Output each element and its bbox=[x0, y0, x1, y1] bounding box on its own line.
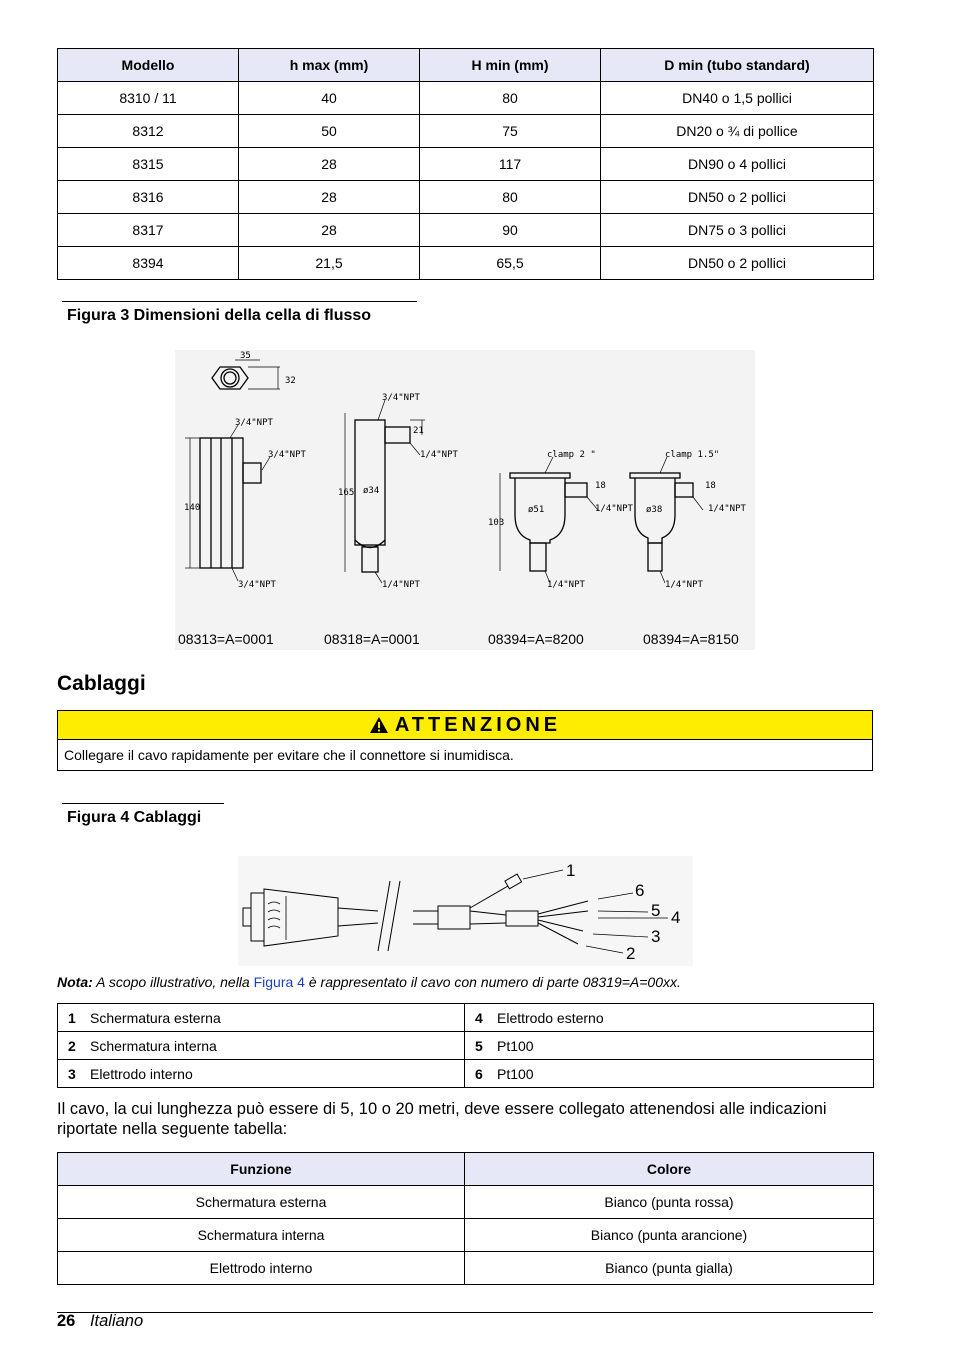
figure-caption: 08318=A=0001 bbox=[324, 631, 420, 647]
table-cell: 8315 bbox=[58, 148, 239, 181]
table-row bbox=[58, 181, 874, 214]
note-text: A scopo illustrativo, nella bbox=[92, 974, 254, 990]
legend-item: 4 Elettrodo esterno bbox=[465, 1004, 874, 1032]
legend-row bbox=[58, 1060, 874, 1088]
dim-label: 35 bbox=[240, 351, 251, 361]
table-cell: Schermatura esterna bbox=[58, 1186, 465, 1219]
table-header-row bbox=[58, 1153, 874, 1186]
clamp-label: clamp 2 " bbox=[547, 450, 596, 460]
npt-label: 3/4"NPT bbox=[268, 450, 306, 460]
table-cell: 75 bbox=[420, 115, 601, 148]
wiring-table bbox=[57, 1152, 874, 1285]
warning-triangle-icon bbox=[369, 716, 389, 734]
warning-header bbox=[58, 711, 872, 740]
legend-item: 3 Elettrodo interno bbox=[58, 1060, 465, 1088]
dim-label: 103 bbox=[488, 518, 505, 528]
dim-label: ø38 bbox=[646, 505, 663, 515]
figure-caption: 08313=A=0001 bbox=[178, 631, 274, 647]
table-cell: 28 bbox=[239, 181, 420, 214]
header-cell: Modello bbox=[58, 49, 239, 82]
callout-label: 1 bbox=[566, 861, 576, 880]
dim-label: 21 bbox=[413, 426, 424, 436]
table-cell: 40 bbox=[239, 82, 420, 115]
table-cell: 80 bbox=[420, 82, 601, 115]
callout-label: 6 bbox=[635, 881, 645, 900]
note-label: Nota: bbox=[57, 974, 93, 990]
table-header-row bbox=[58, 49, 874, 82]
npt-label: 3/4"NPT bbox=[238, 580, 276, 590]
npt-label: 1/4"NPT bbox=[665, 580, 703, 590]
section-heading: Cablaggi bbox=[57, 672, 146, 695]
npt-label: 1/4"NPT bbox=[420, 450, 458, 460]
table-cell: 80 bbox=[420, 181, 601, 214]
table-cell: 90 bbox=[420, 214, 601, 247]
npt-label: 3/4"NPT bbox=[235, 418, 273, 428]
legend-item: 2 Schermatura interna bbox=[58, 1032, 465, 1060]
npt-label: 3/4"NPT bbox=[382, 393, 420, 403]
cable-drawing bbox=[238, 856, 693, 966]
dim-label: ø51 bbox=[528, 505, 545, 515]
callout-label: 4 bbox=[671, 908, 681, 927]
header-cell: H min (mm) bbox=[420, 49, 601, 82]
table-cell: 8317 bbox=[58, 214, 239, 247]
dim-label: 32 bbox=[285, 376, 296, 386]
table-row bbox=[58, 1252, 874, 1285]
figure3-rule bbox=[62, 301, 417, 302]
table-row bbox=[58, 115, 874, 148]
dim-label: 140 bbox=[184, 503, 201, 513]
table-cell: Elettrodo interno bbox=[58, 1252, 465, 1285]
table-cell: DN40 o 1,5 pollici bbox=[601, 82, 874, 115]
figure-caption: 08394=A=8150 bbox=[643, 631, 739, 647]
table-cell: 28 bbox=[239, 214, 420, 247]
flow-cell-drawing bbox=[170, 345, 760, 655]
callout-label: 3 bbox=[651, 927, 661, 946]
table-cell: DN50 o 2 pollici bbox=[601, 181, 874, 214]
page-footer bbox=[57, 1312, 143, 1331]
table-cell: DN75 o 3 pollici bbox=[601, 214, 874, 247]
figure-caption: 08394=A=8200 bbox=[488, 631, 584, 647]
table-cell: Schermatura interna bbox=[58, 1219, 465, 1252]
table-row bbox=[58, 148, 874, 181]
table-cell: 8310 / 11 bbox=[58, 82, 239, 115]
legend-item: 1 Schermatura esterna bbox=[58, 1004, 465, 1032]
dim-label: 18 bbox=[705, 481, 716, 491]
callout-label: 5 bbox=[651, 901, 661, 920]
npt-label: 1/4"NPT bbox=[547, 580, 585, 590]
table-row bbox=[58, 1186, 874, 1219]
table-cell: 28 bbox=[239, 148, 420, 181]
callout-label: 2 bbox=[626, 944, 636, 963]
legend-row bbox=[58, 1032, 874, 1060]
note-text: è rappresentato il cavo con numero di parte 08319=A=00xx. bbox=[304, 974, 681, 990]
note bbox=[57, 974, 681, 990]
table-row bbox=[58, 82, 874, 115]
header-cell: Funzione bbox=[58, 1153, 465, 1186]
table-cell: DN90 o 4 pollici bbox=[601, 148, 874, 181]
clamp-label: clamp 1.5" bbox=[665, 450, 720, 460]
figure3-title: Figura 3 Dimensioni della cella di flusso bbox=[67, 307, 372, 324]
table-cell: 21,5 bbox=[239, 247, 420, 280]
table-cell: 8316 bbox=[58, 181, 239, 214]
header-cell: D min (tubo standard) bbox=[601, 49, 874, 82]
warning-text: Collegare il cavo rapidamente per evitare che il connettore si inumidisca. bbox=[64, 747, 514, 763]
dim-label: ø34 bbox=[363, 486, 380, 496]
footer-language: Italiano bbox=[89, 1312, 144, 1330]
table-cell: DN20 o ¾ di pollice bbox=[601, 115, 874, 148]
header-cell: h max (mm) bbox=[239, 49, 420, 82]
table-cell: Bianco (punta rossa) bbox=[465, 1186, 874, 1219]
warning-title: ATTENZIONE bbox=[394, 713, 562, 736]
figure4-rule bbox=[62, 803, 224, 804]
npt-label: 1/4"NPT bbox=[708, 504, 746, 514]
table-cell: 65,5 bbox=[420, 247, 601, 280]
footer-rule bbox=[57, 1312, 873, 1313]
dim-label: 165 bbox=[338, 488, 355, 498]
dim-label: 18 bbox=[595, 481, 606, 491]
table-cell: Bianco (punta arancione) bbox=[465, 1219, 874, 1252]
legend-table bbox=[57, 1003, 874, 1088]
table-cell: 8312 bbox=[58, 115, 239, 148]
legend-item: 6 Pt100 bbox=[465, 1060, 874, 1088]
npt-label: 1/4"NPT bbox=[595, 504, 633, 514]
npt-label: 1/4"NPT bbox=[382, 580, 420, 590]
warning-box bbox=[57, 710, 873, 771]
body-paragraph: Il cavo, la cui lunghezza può essere di 5, 10 o 20 metri, deve essere collegato attenendosi alle indicazioni riportate nella seguente tabella: bbox=[57, 1100, 827, 1138]
table-cell: 50 bbox=[239, 115, 420, 148]
table-row bbox=[58, 247, 874, 280]
figure4-link[interactable]: Figura 4 bbox=[253, 974, 305, 990]
table-cell: 8394 bbox=[58, 247, 239, 280]
table-row bbox=[58, 1219, 874, 1252]
dimensions-table bbox=[57, 48, 874, 280]
header-cell: Colore bbox=[465, 1153, 874, 1186]
table-cell: Bianco (punta gialla) bbox=[465, 1252, 874, 1285]
table-cell: DN50 o 2 pollici bbox=[601, 247, 874, 280]
legend-row bbox=[58, 1004, 874, 1032]
figure4-title: Figura 4 Cablaggi bbox=[67, 809, 202, 826]
table-row bbox=[58, 214, 874, 247]
page-number: 26 bbox=[57, 1312, 76, 1330]
table-cell: 117 bbox=[420, 148, 601, 181]
legend-item: 5 Pt100 bbox=[465, 1032, 874, 1060]
